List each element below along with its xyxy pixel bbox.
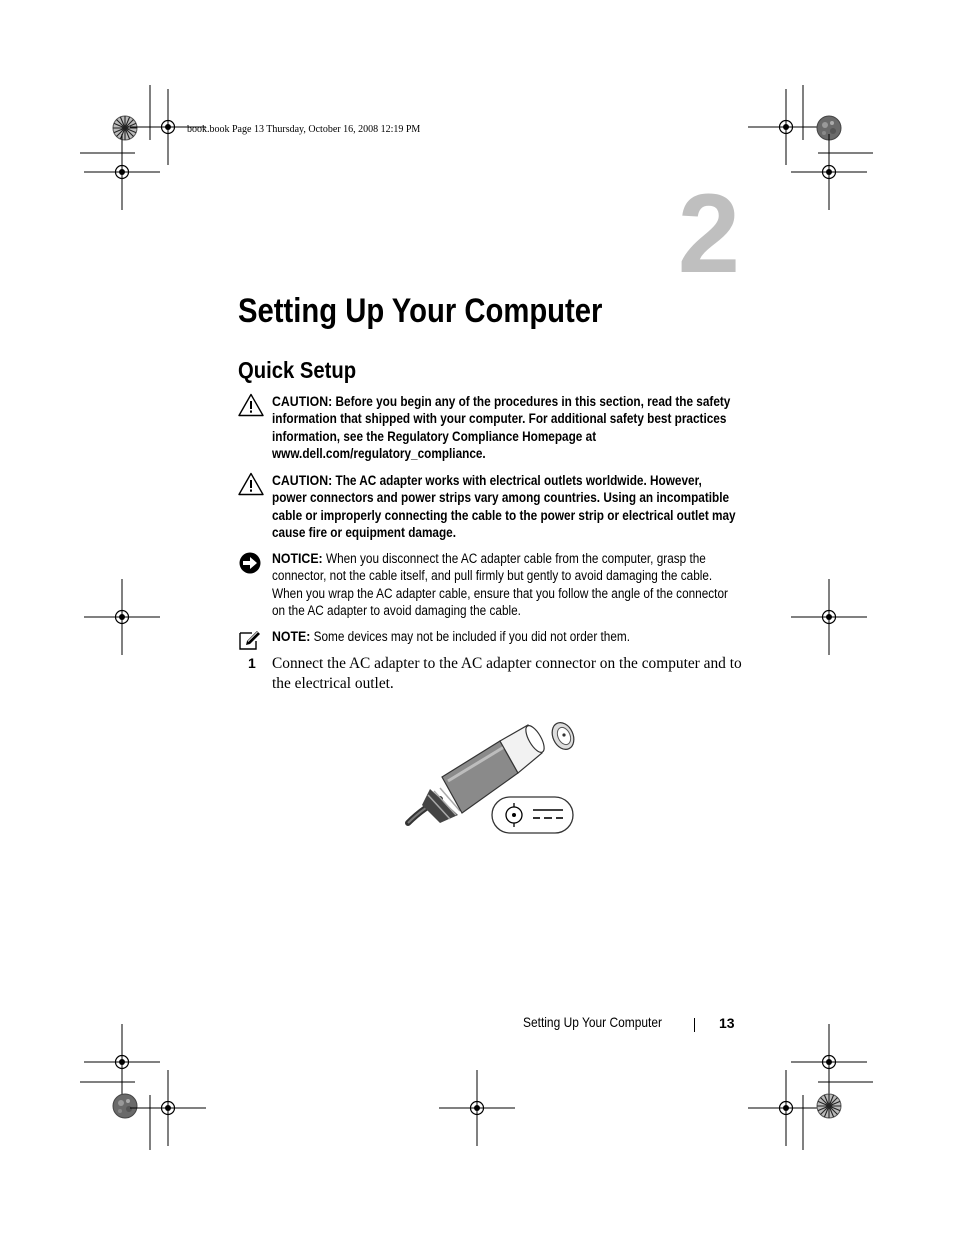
note-pencil-icon [238,629,264,653]
admonition-text: When you disconnect the AC adapter cable from the computer, grasp the connector, not the cable itself, and pull firmly but gently to avoid damaging the cable. When you wrap the AC adapter cable, ensure that you follow the angle of the connector on the AC adapter to avoid damaging the cable. [272,551,728,619]
footer-chapter-title: Setting Up Your Computer [523,1015,662,1030]
admonition-text: The AC adapter works with electrical outlets worldwide. However, power connectors and power strips vary among countries. Using an incompatible cable or improperly connecting the cable to the power strip or electrical outlet may cause fire or equipment damage. [272,473,736,541]
page-number: 13 [719,1015,735,1031]
notice-arrow-icon [238,551,264,575]
chapter-number: 2 [677,171,740,296]
step-number: 1 [248,655,256,671]
admonition-label: CAUTION: [272,393,333,409]
connector-tip [548,719,578,753]
admonition-text: Before you begin any of the procedures in this section, read the safety information that shipped with your computer. For additional safety best practices information, see the Regulatory Compliance Homepage at www.dell.com/regulatory_compliance. [272,394,731,462]
step-text: Connect the AC adapter to the AC adapter connector on the computer and to the electrical outlet. [272,655,742,692]
caution-triangle-icon [238,472,264,496]
admonition-text: Some devices may not be included if you did not order them. [313,629,630,644]
caution-triangle-icon [238,393,264,417]
caution-admonition [238,472,738,544]
admonition-label: NOTE: [272,628,311,644]
section-title: Quick Setup [238,357,357,383]
dc-polarity-symbol [492,797,573,833]
ac-adapter-connector-illustration [400,715,585,840]
admonition-label: CAUTION: [272,472,333,488]
footer-separator [694,1018,695,1032]
print-slug-line: book.book Page 13 Thursday, October 16, 2008 12:19 PM [187,124,421,135]
notice-admonition [238,550,738,622]
chapter-title: Setting Up Your Computer [238,292,603,330]
note-admonition [238,628,738,650]
admonition-label: NOTICE: [272,550,323,566]
caution-admonition [238,393,738,465]
